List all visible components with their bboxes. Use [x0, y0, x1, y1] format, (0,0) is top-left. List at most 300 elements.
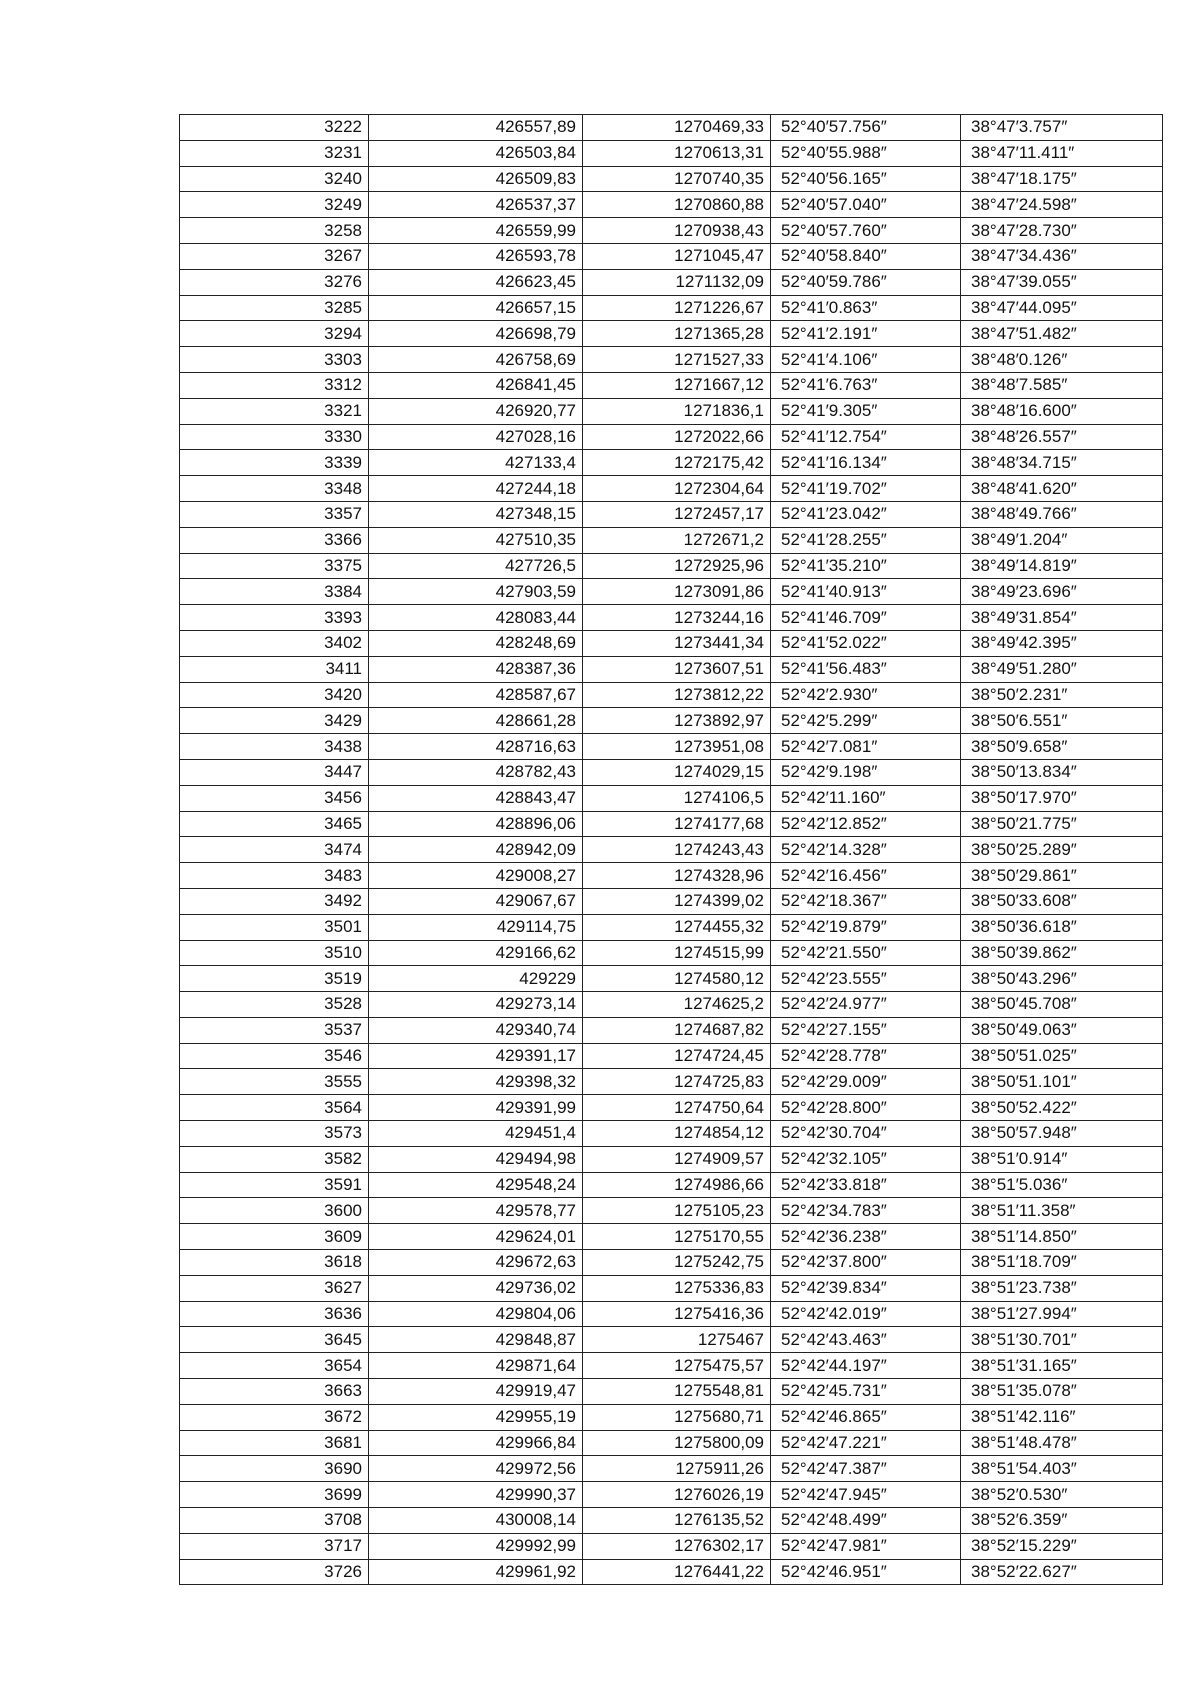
latitude-cell: 52°41′4.106″	[771, 347, 961, 373]
x-coordinate-cell: 429494,98	[369, 1146, 583, 1172]
longitude-cell: 38°50′33.608″	[961, 888, 1163, 914]
point-number-cell: 3339	[180, 450, 369, 476]
longitude-cell: 38°49′14.819″	[961, 553, 1163, 579]
coordinates-table	[179, 114, 1163, 1585]
y-coordinate-cell: 1273244,16	[583, 605, 771, 631]
x-coordinate-cell: 428387,36	[369, 656, 583, 682]
y-coordinate-cell: 1272022,66	[583, 424, 771, 450]
x-coordinate-cell: 428942,09	[369, 837, 583, 863]
latitude-cell: 52°42′24.977″	[771, 992, 961, 1018]
table-row	[180, 1327, 1163, 1353]
point-number-cell: 3366	[180, 527, 369, 553]
longitude-cell: 38°51′27.994″	[961, 1301, 1163, 1327]
y-coordinate-cell: 1274029,15	[583, 759, 771, 785]
x-coordinate-cell: 426623,45	[369, 269, 583, 295]
y-coordinate-cell: 1274724,45	[583, 1043, 771, 1069]
longitude-cell: 38°49′23.696″	[961, 579, 1163, 605]
x-coordinate-cell: 426758,69	[369, 347, 583, 373]
longitude-cell: 38°49′31.854″	[961, 605, 1163, 631]
latitude-cell: 52°42′2.930″	[771, 682, 961, 708]
latitude-cell: 52°42′19.879″	[771, 914, 961, 940]
y-coordinate-cell: 1270740,35	[583, 166, 771, 192]
table-row	[180, 734, 1163, 760]
y-coordinate-cell: 1275911,26	[583, 1456, 771, 1482]
longitude-cell: 38°50′39.862″	[961, 940, 1163, 966]
table-row	[180, 1250, 1163, 1276]
latitude-cell: 52°42′34.783″	[771, 1198, 961, 1224]
y-coordinate-cell: 1275475,57	[583, 1353, 771, 1379]
y-coordinate-cell: 1272304,64	[583, 476, 771, 502]
table-row	[180, 1198, 1163, 1224]
table-row	[180, 811, 1163, 837]
latitude-cell: 52°40′56.165″	[771, 166, 961, 192]
table-row	[180, 1043, 1163, 1069]
longitude-cell: 38°51′48.478″	[961, 1430, 1163, 1456]
latitude-cell: 52°40′58.840″	[771, 243, 961, 269]
point-number-cell: 3717	[180, 1533, 369, 1559]
latitude-cell: 52°40′55.988″	[771, 140, 961, 166]
point-number-cell: 3555	[180, 1069, 369, 1095]
longitude-cell: 38°52′0.530″	[961, 1482, 1163, 1508]
longitude-cell: 38°50′51.025″	[961, 1043, 1163, 1069]
latitude-cell: 52°41′9.305″	[771, 398, 961, 424]
latitude-cell: 52°42′12.852″	[771, 811, 961, 837]
table-row	[180, 1172, 1163, 1198]
point-number-cell: 3609	[180, 1224, 369, 1250]
longitude-cell: 38°50′57.948″	[961, 1121, 1163, 1147]
point-number-cell: 3483	[180, 863, 369, 889]
longitude-cell: 38°51′31.165″	[961, 1353, 1163, 1379]
latitude-cell: 52°41′46.709″	[771, 605, 961, 631]
x-coordinate-cell: 429848,87	[369, 1327, 583, 1353]
latitude-cell: 52°42′44.197″	[771, 1353, 961, 1379]
point-number-cell: 3474	[180, 837, 369, 863]
x-coordinate-cell: 427348,15	[369, 501, 583, 527]
latitude-cell: 52°41′19.702″	[771, 476, 961, 502]
longitude-cell: 38°50′29.861″	[961, 863, 1163, 889]
y-coordinate-cell: 1270469,33	[583, 115, 771, 141]
latitude-cell: 52°41′23.042″	[771, 501, 961, 527]
latitude-cell: 52°41′12.754″	[771, 424, 961, 450]
longitude-cell: 38°47′34.436″	[961, 243, 1163, 269]
point-number-cell: 3546	[180, 1043, 369, 1069]
x-coordinate-cell: 429578,77	[369, 1198, 583, 1224]
table-row	[180, 682, 1163, 708]
latitude-cell: 52°42′21.550″	[771, 940, 961, 966]
longitude-cell: 38°48′49.766″	[961, 501, 1163, 527]
point-number-cell: 3330	[180, 424, 369, 450]
y-coordinate-cell: 1276302,17	[583, 1533, 771, 1559]
longitude-cell: 38°50′43.296″	[961, 966, 1163, 992]
x-coordinate-cell: 429961,92	[369, 1559, 583, 1585]
point-number-cell: 3456	[180, 785, 369, 811]
x-coordinate-cell: 426657,15	[369, 295, 583, 321]
point-number-cell: 3276	[180, 269, 369, 295]
x-coordinate-cell: 429919,47	[369, 1379, 583, 1405]
y-coordinate-cell: 1275680,71	[583, 1404, 771, 1430]
table-row	[180, 115, 1163, 141]
longitude-cell: 38°47′11.411″	[961, 140, 1163, 166]
point-number-cell: 3249	[180, 192, 369, 218]
x-coordinate-cell: 429972,56	[369, 1456, 583, 1482]
longitude-cell: 38°50′2.231″	[961, 682, 1163, 708]
longitude-cell: 38°50′51.101″	[961, 1069, 1163, 1095]
point-number-cell: 3564	[180, 1095, 369, 1121]
longitude-cell: 38°47′3.757″	[961, 115, 1163, 141]
y-coordinate-cell: 1276441,22	[583, 1559, 771, 1585]
longitude-cell: 38°49′42.395″	[961, 630, 1163, 656]
latitude-cell: 52°42′14.328″	[771, 837, 961, 863]
x-coordinate-cell: 429273,14	[369, 992, 583, 1018]
point-number-cell: 3240	[180, 166, 369, 192]
latitude-cell: 52°42′37.800″	[771, 1250, 961, 1276]
y-coordinate-cell: 1271527,33	[583, 347, 771, 373]
table-row	[180, 450, 1163, 476]
latitude-cell: 52°41′6.763″	[771, 372, 961, 398]
point-number-cell: 3321	[180, 398, 369, 424]
latitude-cell: 52°42′48.499″	[771, 1508, 961, 1534]
x-coordinate-cell: 429672,63	[369, 1250, 583, 1276]
table-row	[180, 1508, 1163, 1534]
table-row	[180, 630, 1163, 656]
y-coordinate-cell: 1274455,32	[583, 914, 771, 940]
x-coordinate-cell: 429391,99	[369, 1095, 583, 1121]
table-row	[180, 1379, 1163, 1405]
point-number-cell: 3627	[180, 1275, 369, 1301]
x-coordinate-cell: 427510,35	[369, 527, 583, 553]
x-coordinate-cell: 429992,99	[369, 1533, 583, 1559]
table-row	[180, 218, 1163, 244]
x-coordinate-cell: 429340,74	[369, 1017, 583, 1043]
table-row	[180, 1121, 1163, 1147]
table-row	[180, 1533, 1163, 1559]
latitude-cell: 52°42′45.731″	[771, 1379, 961, 1405]
y-coordinate-cell: 1270613,31	[583, 140, 771, 166]
point-number-cell: 3438	[180, 734, 369, 760]
y-coordinate-cell: 1273812,22	[583, 682, 771, 708]
x-coordinate-cell: 429955,19	[369, 1404, 583, 1430]
latitude-cell: 52°42′43.463″	[771, 1327, 961, 1353]
x-coordinate-cell: 429966,84	[369, 1430, 583, 1456]
y-coordinate-cell: 1274177,68	[583, 811, 771, 837]
latitude-cell: 52°40′57.756″	[771, 115, 961, 141]
longitude-cell: 38°51′23.738″	[961, 1275, 1163, 1301]
x-coordinate-cell: 428587,67	[369, 682, 583, 708]
longitude-cell: 38°51′18.709″	[961, 1250, 1163, 1276]
table-row	[180, 992, 1163, 1018]
y-coordinate-cell: 1273951,08	[583, 734, 771, 760]
longitude-cell: 38°48′0.126″	[961, 347, 1163, 373]
longitude-cell: 38°47′39.055″	[961, 269, 1163, 295]
y-coordinate-cell: 1272671,2	[583, 527, 771, 553]
y-coordinate-cell: 1274328,96	[583, 863, 771, 889]
point-number-cell: 3582	[180, 1146, 369, 1172]
latitude-cell: 52°41′16.134″	[771, 450, 961, 476]
latitude-cell: 52°40′57.040″	[771, 192, 961, 218]
table-row	[180, 579, 1163, 605]
x-coordinate-cell: 429067,67	[369, 888, 583, 914]
y-coordinate-cell: 1276135,52	[583, 1508, 771, 1534]
latitude-cell: 52°42′18.367″	[771, 888, 961, 914]
y-coordinate-cell: 1274986,66	[583, 1172, 771, 1198]
y-coordinate-cell: 1274909,57	[583, 1146, 771, 1172]
point-number-cell: 3573	[180, 1121, 369, 1147]
x-coordinate-cell: 428896,06	[369, 811, 583, 837]
point-number-cell: 3600	[180, 1198, 369, 1224]
x-coordinate-cell: 426537,37	[369, 192, 583, 218]
table-row	[180, 372, 1163, 398]
latitude-cell: 52°42′36.238″	[771, 1224, 961, 1250]
point-number-cell: 3681	[180, 1430, 369, 1456]
point-number-cell: 3222	[180, 115, 369, 141]
x-coordinate-cell: 427726,5	[369, 553, 583, 579]
longitude-cell: 38°47′24.598″	[961, 192, 1163, 218]
table-row	[180, 940, 1163, 966]
point-number-cell: 3618	[180, 1250, 369, 1276]
point-number-cell: 3294	[180, 321, 369, 347]
latitude-cell: 52°41′40.913″	[771, 579, 961, 605]
latitude-cell: 52°42′28.800″	[771, 1095, 961, 1121]
x-coordinate-cell: 429451,4	[369, 1121, 583, 1147]
point-number-cell: 3537	[180, 1017, 369, 1043]
x-coordinate-cell: 426503,84	[369, 140, 583, 166]
y-coordinate-cell: 1275170,55	[583, 1224, 771, 1250]
point-number-cell: 3519	[180, 966, 369, 992]
point-number-cell: 3447	[180, 759, 369, 785]
longitude-cell: 38°48′41.620″	[961, 476, 1163, 502]
longitude-cell: 38°47′51.482″	[961, 321, 1163, 347]
y-coordinate-cell: 1273441,34	[583, 630, 771, 656]
point-number-cell: 3258	[180, 218, 369, 244]
point-number-cell: 3663	[180, 1379, 369, 1405]
x-coordinate-cell: 427028,16	[369, 424, 583, 450]
y-coordinate-cell: 1275416,36	[583, 1301, 771, 1327]
y-coordinate-cell: 1272925,96	[583, 553, 771, 579]
longitude-cell: 38°51′30.701″	[961, 1327, 1163, 1353]
latitude-cell: 52°42′5.299″	[771, 708, 961, 734]
table-row	[180, 140, 1163, 166]
point-number-cell: 3492	[180, 888, 369, 914]
table-row	[180, 476, 1163, 502]
y-coordinate-cell: 1274106,5	[583, 785, 771, 811]
x-coordinate-cell: 429008,27	[369, 863, 583, 889]
latitude-cell: 52°41′35.210″	[771, 553, 961, 579]
latitude-cell: 52°42′32.105″	[771, 1146, 961, 1172]
x-coordinate-cell: 429166,62	[369, 940, 583, 966]
table-row	[180, 166, 1163, 192]
latitude-cell: 52°42′7.081″	[771, 734, 961, 760]
longitude-cell: 38°50′45.708″	[961, 992, 1163, 1018]
longitude-cell: 38°48′26.557″	[961, 424, 1163, 450]
y-coordinate-cell: 1275548,81	[583, 1379, 771, 1405]
y-coordinate-cell: 1271836,1	[583, 398, 771, 424]
table-row	[180, 1430, 1163, 1456]
table-row	[180, 501, 1163, 527]
point-number-cell: 3708	[180, 1508, 369, 1534]
x-coordinate-cell: 428083,44	[369, 605, 583, 631]
point-number-cell: 3393	[180, 605, 369, 631]
x-coordinate-cell: 426509,83	[369, 166, 583, 192]
point-number-cell: 3501	[180, 914, 369, 940]
longitude-cell: 38°50′25.289″	[961, 837, 1163, 863]
table-row	[180, 837, 1163, 863]
table-row	[180, 759, 1163, 785]
x-coordinate-cell: 429398,32	[369, 1069, 583, 1095]
longitude-cell: 38°51′54.403″	[961, 1456, 1163, 1482]
y-coordinate-cell: 1276026,19	[583, 1482, 771, 1508]
latitude-cell: 52°42′29.009″	[771, 1069, 961, 1095]
x-coordinate-cell: 426593,78	[369, 243, 583, 269]
latitude-cell: 52°42′16.456″	[771, 863, 961, 889]
longitude-cell: 38°48′7.585″	[961, 372, 1163, 398]
point-number-cell: 3420	[180, 682, 369, 708]
table-row	[180, 243, 1163, 269]
longitude-cell: 38°51′14.850″	[961, 1224, 1163, 1250]
longitude-cell: 38°50′13.834″	[961, 759, 1163, 785]
table-row	[180, 398, 1163, 424]
point-number-cell: 3510	[180, 940, 369, 966]
y-coordinate-cell: 1274515,99	[583, 940, 771, 966]
y-coordinate-cell: 1275800,09	[583, 1430, 771, 1456]
x-coordinate-cell: 429990,37	[369, 1482, 583, 1508]
point-number-cell: 3699	[180, 1482, 369, 1508]
point-number-cell: 3726	[180, 1559, 369, 1585]
longitude-cell: 38°49′51.280″	[961, 656, 1163, 682]
point-number-cell: 3267	[180, 243, 369, 269]
table-row	[180, 1482, 1163, 1508]
longitude-cell: 38°48′16.600″	[961, 398, 1163, 424]
x-coordinate-cell: 426557,89	[369, 115, 583, 141]
table-row	[180, 1095, 1163, 1121]
y-coordinate-cell: 1274625,2	[583, 992, 771, 1018]
latitude-cell: 52°42′9.198″	[771, 759, 961, 785]
longitude-cell: 38°50′49.063″	[961, 1017, 1163, 1043]
table-row	[180, 785, 1163, 811]
x-coordinate-cell: 426559,99	[369, 218, 583, 244]
y-coordinate-cell: 1271365,28	[583, 321, 771, 347]
x-coordinate-cell: 429229	[369, 966, 583, 992]
point-number-cell: 3348	[180, 476, 369, 502]
table-row	[180, 914, 1163, 940]
point-number-cell: 3303	[180, 347, 369, 373]
x-coordinate-cell: 429804,06	[369, 1301, 583, 1327]
x-coordinate-cell: 427244,18	[369, 476, 583, 502]
y-coordinate-cell: 1271132,09	[583, 269, 771, 295]
point-number-cell: 3690	[180, 1456, 369, 1482]
point-number-cell: 3465	[180, 811, 369, 837]
y-coordinate-cell: 1274725,83	[583, 1069, 771, 1095]
x-coordinate-cell: 429114,75	[369, 914, 583, 940]
longitude-cell: 38°50′36.618″	[961, 914, 1163, 940]
latitude-cell: 52°42′33.818″	[771, 1172, 961, 1198]
latitude-cell: 52°41′2.191″	[771, 321, 961, 347]
latitude-cell: 52°42′28.778″	[771, 1043, 961, 1069]
table-row	[180, 527, 1163, 553]
y-coordinate-cell: 1275242,75	[583, 1250, 771, 1276]
table-row	[180, 708, 1163, 734]
table-row	[180, 1559, 1163, 1585]
longitude-cell: 38°50′6.551″	[961, 708, 1163, 734]
x-coordinate-cell: 426698,79	[369, 321, 583, 347]
table-row	[180, 192, 1163, 218]
point-number-cell: 3411	[180, 656, 369, 682]
longitude-cell: 38°49′1.204″	[961, 527, 1163, 553]
x-coordinate-cell: 428661,28	[369, 708, 583, 734]
coordinates-table-body	[180, 115, 1163, 1585]
table-row	[180, 656, 1163, 682]
table-row	[180, 1275, 1163, 1301]
point-number-cell: 3231	[180, 140, 369, 166]
y-coordinate-cell: 1270860,88	[583, 192, 771, 218]
latitude-cell: 52°42′46.865″	[771, 1404, 961, 1430]
longitude-cell: 38°50′21.775″	[961, 811, 1163, 837]
latitude-cell: 52°40′57.760″	[771, 218, 961, 244]
point-number-cell: 3528	[180, 992, 369, 1018]
table-row	[180, 295, 1163, 321]
point-number-cell: 3285	[180, 295, 369, 321]
point-number-cell: 3357	[180, 501, 369, 527]
table-row	[180, 1353, 1163, 1379]
longitude-cell: 38°51′35.078″	[961, 1379, 1163, 1405]
longitude-cell: 38°51′0.914″	[961, 1146, 1163, 1172]
y-coordinate-cell: 1274399,02	[583, 888, 771, 914]
table-row	[180, 1301, 1163, 1327]
table-row	[180, 424, 1163, 450]
longitude-cell: 38°50′17.970″	[961, 785, 1163, 811]
x-coordinate-cell: 429624,01	[369, 1224, 583, 1250]
longitude-cell: 38°50′52.422″	[961, 1095, 1163, 1121]
y-coordinate-cell: 1273607,51	[583, 656, 771, 682]
x-coordinate-cell: 428843,47	[369, 785, 583, 811]
y-coordinate-cell: 1271226,67	[583, 295, 771, 321]
longitude-cell: 38°52′6.359″	[961, 1508, 1163, 1534]
table-row	[180, 553, 1163, 579]
y-coordinate-cell: 1274687,82	[583, 1017, 771, 1043]
latitude-cell: 52°42′11.160″	[771, 785, 961, 811]
point-number-cell: 3672	[180, 1404, 369, 1430]
y-coordinate-cell: 1271667,12	[583, 372, 771, 398]
y-coordinate-cell: 1274750,64	[583, 1095, 771, 1121]
y-coordinate-cell: 1274243,43	[583, 837, 771, 863]
y-coordinate-cell: 1272175,42	[583, 450, 771, 476]
point-number-cell: 3645	[180, 1327, 369, 1353]
table-row	[180, 321, 1163, 347]
table-row	[180, 1224, 1163, 1250]
table-row	[180, 888, 1163, 914]
y-coordinate-cell: 1274580,12	[583, 966, 771, 992]
latitude-cell: 52°42′23.555″	[771, 966, 961, 992]
table-row	[180, 605, 1163, 631]
latitude-cell: 52°41′52.022″	[771, 630, 961, 656]
latitude-cell: 52°40′59.786″	[771, 269, 961, 295]
y-coordinate-cell: 1273892,97	[583, 708, 771, 734]
latitude-cell: 52°41′28.255″	[771, 527, 961, 553]
point-number-cell: 3591	[180, 1172, 369, 1198]
table-row	[180, 269, 1163, 295]
point-number-cell: 3375	[180, 553, 369, 579]
y-coordinate-cell: 1274854,12	[583, 1121, 771, 1147]
table-row	[180, 966, 1163, 992]
longitude-cell: 38°51′42.116″	[961, 1404, 1163, 1430]
table-row	[180, 1017, 1163, 1043]
point-number-cell: 3429	[180, 708, 369, 734]
longitude-cell: 38°52′22.627″	[961, 1559, 1163, 1585]
latitude-cell: 52°42′27.155″	[771, 1017, 961, 1043]
longitude-cell: 38°48′34.715″	[961, 450, 1163, 476]
x-coordinate-cell: 427133,4	[369, 450, 583, 476]
latitude-cell: 52°42′42.019″	[771, 1301, 961, 1327]
longitude-cell: 38°47′44.095″	[961, 295, 1163, 321]
